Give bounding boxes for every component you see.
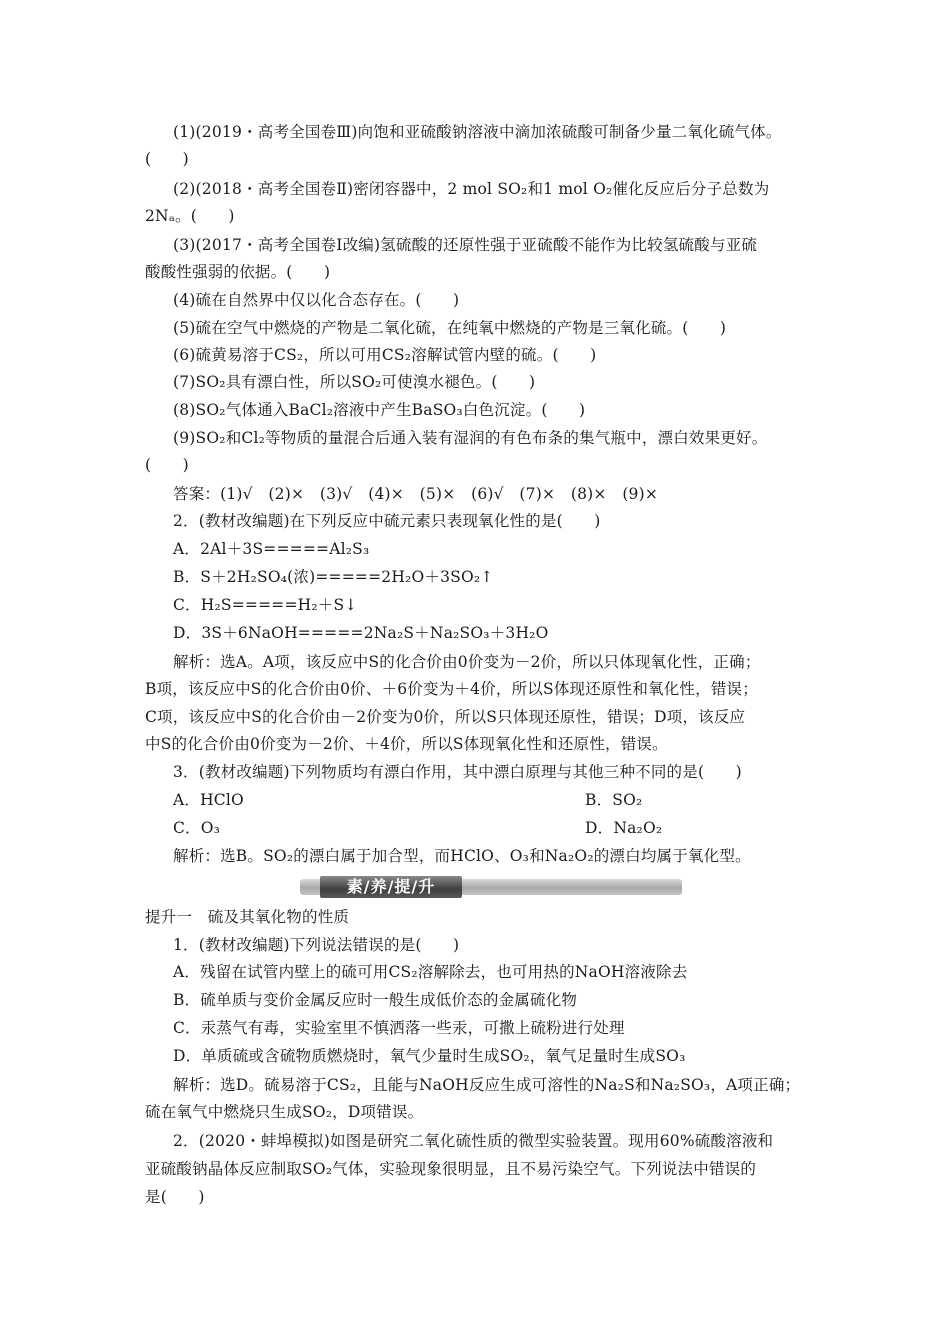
explanation-line: 中S的化合价由0价变为－2价、＋4价，所以S体现氧化性和还原性，错误。	[145, 735, 668, 753]
section-heading: 提升一 硫及其氧化物的性质	[145, 908, 350, 926]
question-continuation: 是( )	[145, 1188, 205, 1206]
question-3-continuation: 酸酸性强弱的依据。( )	[145, 263, 331, 281]
question-2-continuation: 2Nₐ。( )	[145, 207, 235, 225]
mc-question-2: 2．(教材改编题)在下列反应中硫元素只表现氧化性的是( )	[173, 512, 601, 530]
question-4-statement: (4)硫在自然界中仅以化合态存在。( )	[173, 291, 460, 309]
option-b: B．硫单质与变价金属反应时一般生成低价态的金属硫化物	[173, 991, 578, 1009]
option-c: C．H₂S=====H₂＋S↓	[173, 596, 358, 614]
option-d: D．Na₂O₂	[585, 819, 663, 837]
mc-question-2b: 2．(2020・蚌埠模拟)如图是研究二氧化硫性质的微型实验装置。现用60%硫酸溶液和	[173, 1132, 774, 1150]
explanation-line: C项，该反应中S的化合价由－2价变为0价，所以S只体现还原性，错误；D项，该反应	[145, 708, 746, 726]
question-continuation: 亚硫酸钠晶体反应制取SO₂气体，实验现象很明显，且不易污染空气。下列说法中错误的	[145, 1160, 757, 1178]
explanation-line: 解析：选D。硫易溶于CS₂，且能与NaOH反应生成可溶性的Na₂S和Na₂SO₃，A项正确；	[173, 1076, 801, 1094]
option-a: A．2Al＋3S=====Al₂S₃	[173, 540, 370, 558]
question-7-statement: (7)SO₂具有漂白性，所以SO₂可使溴水褪色。( )	[173, 373, 536, 391]
answer-key: 答案：(1)√ (2)× (3)√ (4)× (5)× (6)√ (7)× (8)× (9)×	[173, 485, 659, 503]
explanation-line: B项，该反应中S的化合价由0价、＋6价变为＋4价，所以S体现还原性和氧化性，错误；	[145, 680, 758, 698]
option-a: A．HClO	[173, 791, 244, 809]
question-3-statement: (3)(2017・高考全国卷Ⅰ改编)氢硫酸的还原性强于亚硫酸不能作为比较氢硫酸与亚硫	[173, 236, 758, 254]
option-c: C．O₃	[173, 819, 221, 837]
option-b: B．S＋2H₂SO₄(浓)=====2H₂O＋3SO₂↑	[173, 568, 494, 586]
answer-blank: ( )	[145, 456, 189, 474]
explanation-line: 解析：选A。A项，该反应中S的化合价由0价变为－2价，所以只体现氧化性，正确；	[173, 653, 761, 671]
mc-question-1: 1．(教材改编题)下列说法错误的是( )	[173, 936, 460, 954]
option-b: B．SO₂	[585, 791, 643, 809]
option-c: C．汞蒸气有毒，实验室里不慎洒落一些汞，可撒上硫粉进行处理	[173, 1019, 625, 1037]
section-banner	[300, 876, 682, 898]
option-d: D．3S＋6NaOH=====2Na₂S＋Na₂SO₃＋3H₂O	[173, 624, 549, 642]
banner-title: 素/养/提/升	[346, 877, 436, 896]
option-d: D．单质硫或含硫物质燃烧时，氧气少量时生成SO₂，氧气足量时生成SO₃	[173, 1047, 686, 1065]
option-a: A．残留在试管内壁上的硫可用CS₂溶解除去，也可用热的NaOH溶液除去	[173, 963, 688, 981]
explanation-line: 硫在氧气中燃烧只生成SO₂，D项错误。	[145, 1103, 424, 1121]
question-8-statement: (8)SO₂气体通入BaCl₂溶液中产生BaSO₃白色沉淀。( )	[173, 401, 586, 419]
question-9-statement: (9)SO₂和Cl₂等物质的量混合后通入装有湿润的有色布条的集气瓶中，漂白效果更好。	[173, 429, 768, 447]
question-6-statement: (6)硫黄易溶于CS₂，所以可用CS₂溶解试管内壁的硫。( )	[173, 346, 597, 364]
explanation-line: 解析：选B。SO₂的漂白属于加合型，而HClO、O₃和Na₂O₂的漂白均属于氧化型。	[173, 847, 751, 865]
mc-question-3: 3．(教材改编题)下列物质均有漂白作用，其中漂白原理与其他三种不同的是( )	[173, 763, 742, 781]
question-1-statement: (1)(2019・高考全国卷Ⅲ)向饱和亚硫酸钠溶液中滴加浓硫酸可制备少量二氧化硫气体。	[173, 123, 782, 141]
question-5-statement: (5)硫在空气中燃烧的产物是二氧化硫，在纯氧中燃烧的产物是三氧化硫。( )	[173, 319, 727, 337]
question-2-statement: (2)(2018・高考全国卷Ⅱ)密闭容器中，2 mol SO₂和1 mol O₂催化反应后分子总数为	[173, 180, 770, 198]
answer-blank: ( )	[145, 150, 189, 168]
